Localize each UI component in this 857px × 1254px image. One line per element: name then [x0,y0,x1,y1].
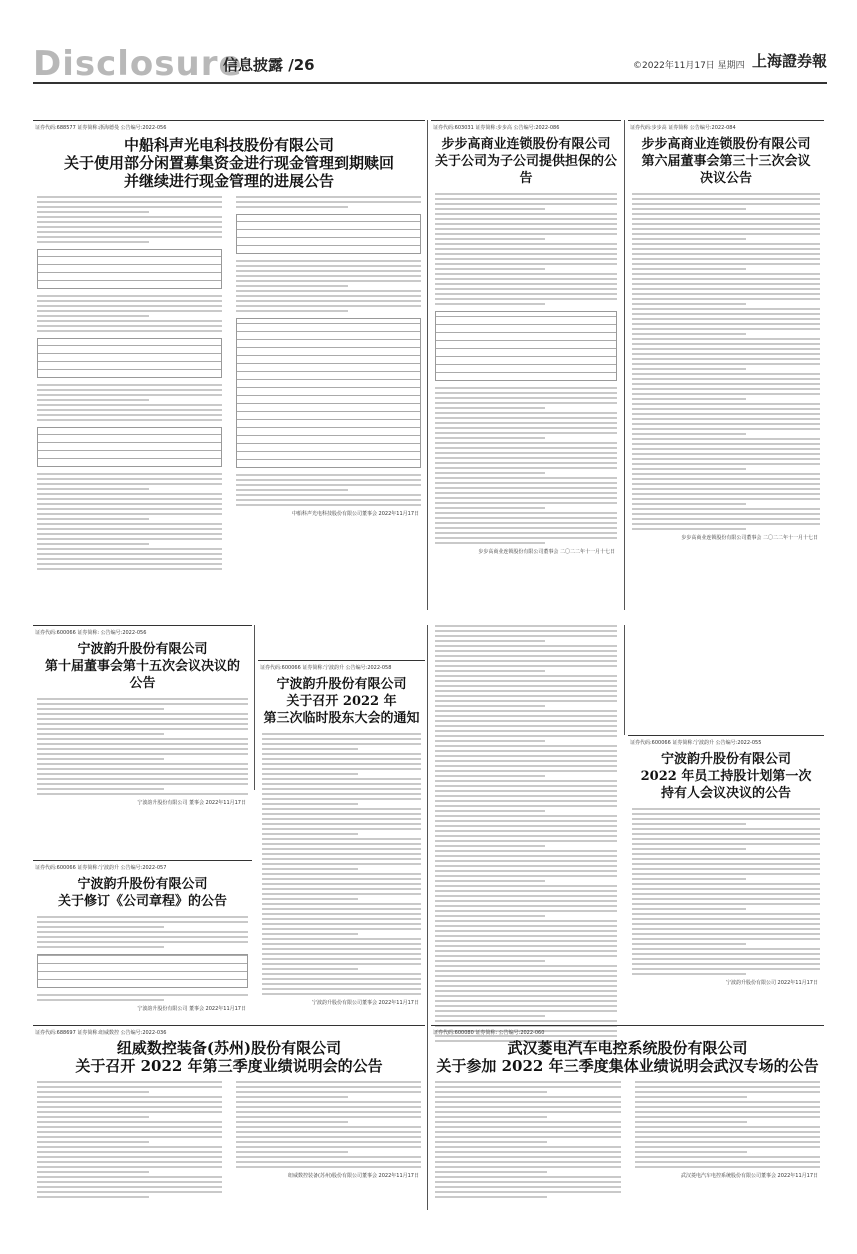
body-text [431,193,621,555]
signature: 步步高商业连锁股份有限公司董事会 二〇二二年十一月十七日 [681,535,818,541]
announcement-title: 关于召开 2022 年 [286,694,397,709]
announcement-meta: 证券代码:600066 证券简称:宁波韵升 公告编号:2022-058 [260,665,392,671]
announcement-title: 关于召开 2022 年第三季度业绩说明会的公告 [75,1057,383,1075]
announcement-block [33,625,252,806]
body-text [628,808,824,986]
masthead [33,44,827,84]
disclosure-logo: Disclosure [33,44,243,84]
issue-date: ©2022年11月17日 星期四 [633,61,745,71]
body-text [431,1081,824,1201]
announcement-title: 关于公司为子公司提供担保的公告 [434,154,617,186]
data-table [37,249,222,289]
announcement-title: 宁波韵升股份有限公司 [660,752,791,767]
announcement-block [628,735,824,1010]
body-text [33,196,425,573]
signature: 宁波韵升股份有限公司 董事会 2022年11月17日 [137,1006,246,1012]
continuation-text [431,625,621,1010]
announcement-meta: 证券代码:600066 证券简称: 公告编号:2022-056 [35,630,147,636]
announcement-block [33,860,252,1010]
body-text [258,733,425,1006]
announcement-meta: 证券代码:600080 证券简称: 公告编号:2022-060 [433,1030,545,1036]
announcement-title: 关于修订《公司章程》的公告 [57,894,227,909]
announcement-meta: 证券代码:步步高 证券简称 公告编号:2022-084 [630,125,736,131]
announcement-title: 步步高商业连锁股份有限公司 [441,137,611,152]
announcement-title: 决议公告 [699,171,752,186]
data-table [236,214,421,254]
announcement-title: 持有人会议决议的公告 [660,786,791,801]
data-table [37,427,222,467]
announcement-title: 纽威数控装备(苏州)股份有限公司 [116,1039,342,1057]
announcement-block [431,1025,824,1215]
body-text [628,193,824,541]
signature: 宁波韵升股份有限公司 董事会 2022年11月17日 [137,800,246,806]
announcement-meta: 证券代码:688697 证券简称:纽威数控 公告编号:2022-036 [35,1030,167,1036]
signature: 武汉菱电汽车电控系统股份有限公司董事会 2022年11月17日 [680,1173,818,1179]
announcement-title: 宁波韵升股份有限公司 [276,677,407,692]
section-title: 信息披露 /26 [223,56,315,74]
announcement-title: 第六届董事会第三十三次会议 [641,154,811,169]
announcement-block [431,120,621,610]
announcement-title: 2022 年员工持股计划第一次 [640,769,812,784]
data-table [435,311,617,381]
announcement-title: 宁波韵升股份有限公司 [77,642,208,657]
announcement-title: 宁波韵升股份有限公司 [77,877,208,892]
announcement-block [628,120,824,610]
column-divider [624,120,625,610]
data-table [37,338,222,378]
announcement-meta: 证券代码:603031 证券简称:步步高 公告编号:2022-086 [433,125,560,131]
column-divider [427,625,428,1210]
announcement-title: 第十届董事会第十五次会议决议的 [44,659,240,674]
announcement-title: 武汉菱电汽车电控系统股份有限公司 [507,1039,748,1057]
signature: 步步高商业连锁股份有限公司董事会 二〇二二年十一月十七日 [478,549,615,555]
announcement-block [258,660,425,1010]
announcement-block [33,120,425,610]
body-text [33,1081,425,1201]
signature: 中船科声光电科技股份有限公司董事会 2022年11月17日 [291,511,419,517]
body-text [33,698,252,806]
data-table [236,318,421,468]
column-divider [624,625,625,735]
newspaper-name: 上海證券報 [751,52,827,70]
announcement-title: 中船科声光电科技股份有限公司 [123,136,334,154]
column-divider [427,120,428,610]
announcement-title: 关于使用部分闲置募集资金进行现金管理到期赎回 [63,154,394,172]
announcement-meta: 证券代码:600066 证券简称:宁波韵升 公告编号:2022-055 [630,740,762,746]
signature: 纽威数控装备(苏州)股份有限公司董事会 2022年11月17日 [288,1173,419,1179]
announcement-title: 关于参加 2022 年三季度集体业绩说明会武汉专场的公告 [436,1057,819,1075]
signature: 宁波韵升股份有限公司 2022年11月17日 [725,980,818,986]
column-divider [254,625,255,790]
announcement-title: 第三次临时股东大会的通知 [263,711,420,726]
signature: 宁波韵升股份有限公司董事会 2022年11月17日 [311,1000,419,1006]
announcement-meta: 证券代码:688577 证券简称:浙海德曼 公告编号:2022-056 [35,125,167,131]
announcement-title: 并继续进行现金管理的进展公告 [123,172,334,190]
body-text [33,916,252,1012]
page-header [0,0,857,88]
announcement-title: 步步高商业连锁股份有限公司 [641,137,811,152]
announcement-block [33,1025,425,1215]
announcement-title: 公告 [129,676,156,691]
announcement-meta: 证券代码:600066 证券简称:宁波韵升 公告编号:2022-057 [35,865,167,871]
data-table [37,954,248,988]
